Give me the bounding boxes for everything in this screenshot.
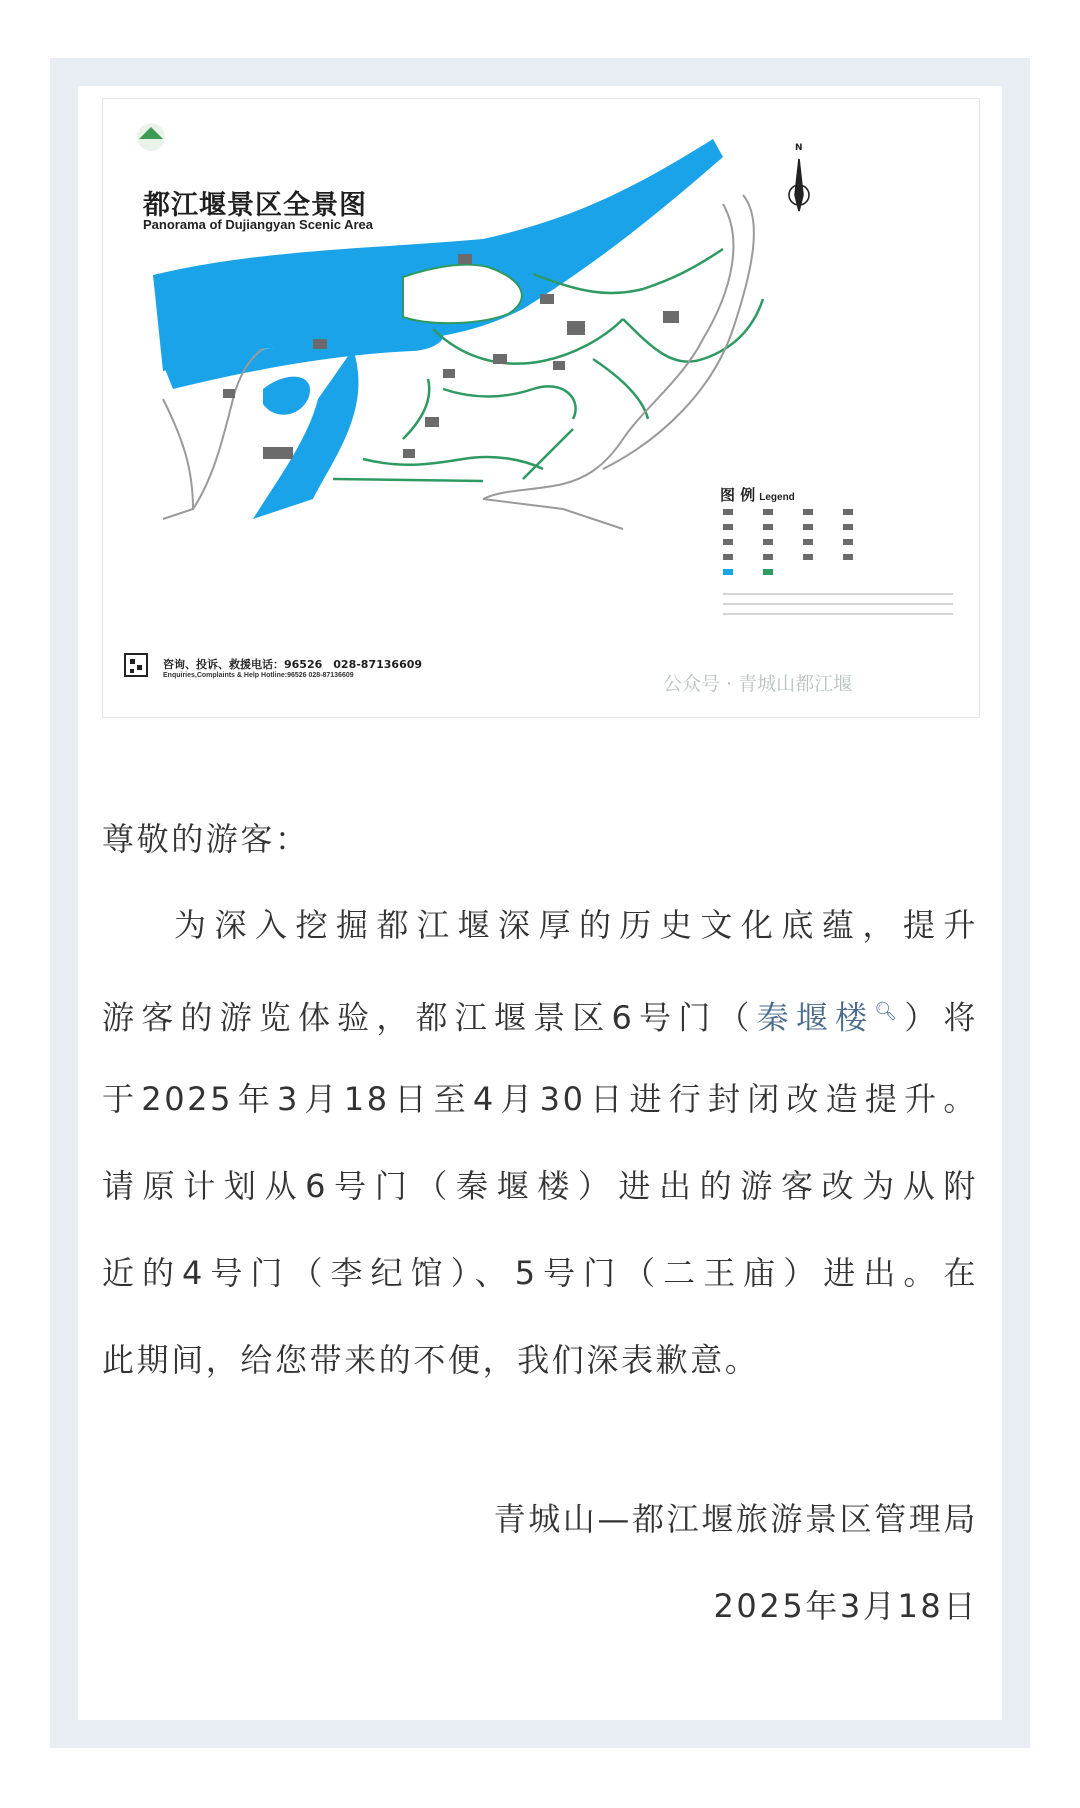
river-island: [263, 377, 310, 415]
date: 2025年3月18日: [713, 1587, 978, 1625]
body-line-1: 为深入挖掘都江堰深厚的历史文化底蕴，提升: [174, 906, 978, 944]
river-south: [253, 349, 358, 519]
hotline-text-en: Enquiries,Complaints & Help Hotline:96526 028-87136609: [163, 672, 354, 679]
salutation: 尊敬的游客：: [102, 820, 310, 858]
north-label: N: [795, 143, 803, 153]
watermark-text: 公众号 · 青城山都江堰: [663, 673, 853, 695]
qinyanlou-link[interactable]: 秦堰楼: [756, 998, 875, 1037]
body-line-4: 请原计划从6号门（秦堰楼）进出的游客改为从附: [102, 1167, 978, 1205]
north-compass-icon: [789, 159, 809, 211]
legend-title: 图 例 Legend: [720, 486, 795, 504]
search-icon[interactable]: 🔍︎: [874, 1001, 905, 1022]
map-subtitle: Panorama of Dujiangyan Scenic Area: [143, 217, 373, 232]
body-line-5: 近的4号门（李纪馆）、5号门（二王庙）进出。在: [102, 1254, 978, 1292]
map-title: 都江堰景区全景图: [143, 190, 367, 221]
body-line-6: 此期间，给您带来的不便，我们深表歉意。: [102, 1341, 760, 1379]
hotline-text: 咨询、投诉、救援电话：96526 028-87136609: [163, 658, 423, 671]
qr-code-icon: [125, 654, 147, 676]
scenic-logo-icon: [137, 123, 165, 151]
legend-box: [723, 509, 953, 614]
scenic-area-map-image: [102, 98, 980, 718]
body-line-3: 于2025年3月18日至4月30日进行封闭改造提升。: [102, 1080, 978, 1118]
body-line-2: 游客的游览体验，都江堰景区6号门（秦堰楼🔍︎）将: [102, 998, 979, 1037]
signature: 青城山—都江堰旅游景区管理局: [493, 1500, 978, 1538]
